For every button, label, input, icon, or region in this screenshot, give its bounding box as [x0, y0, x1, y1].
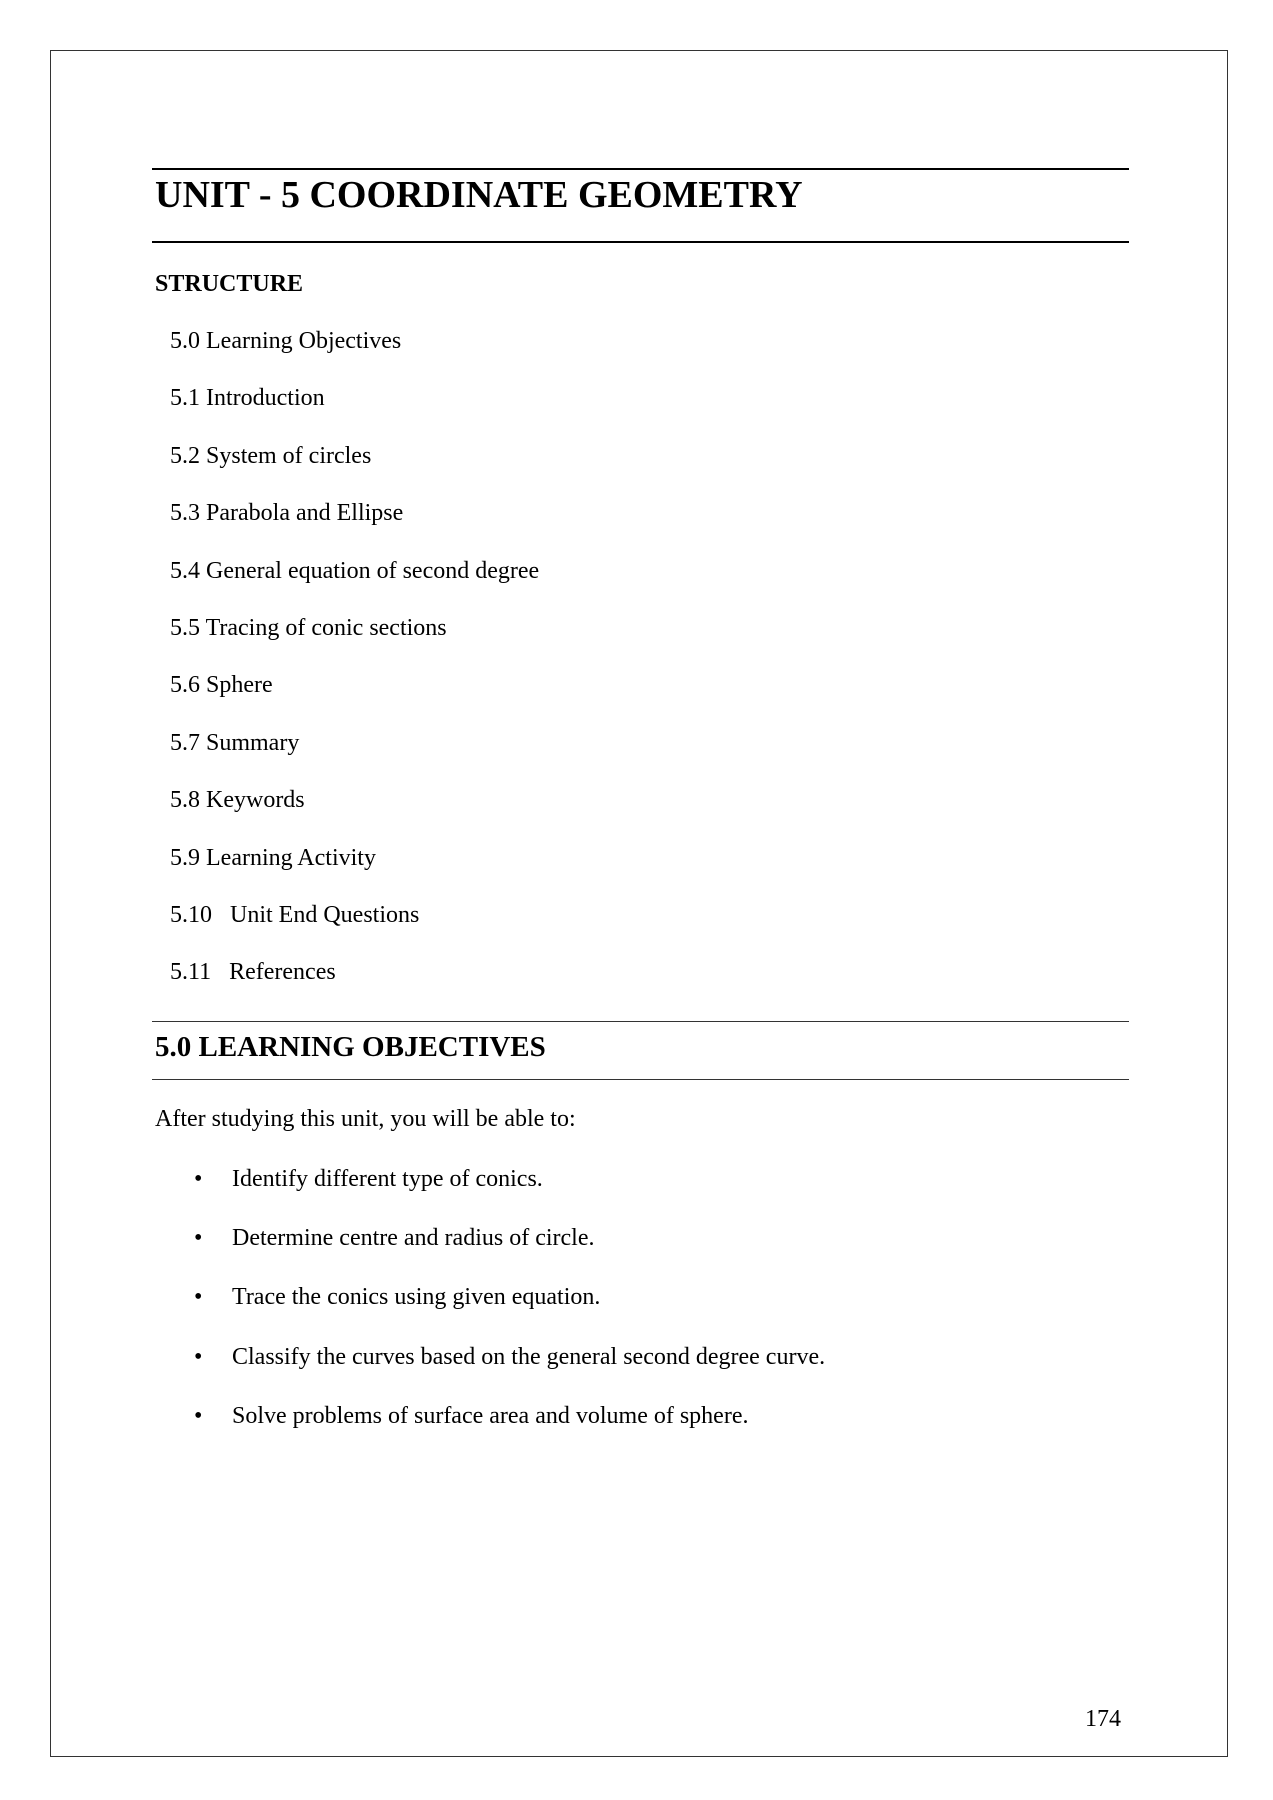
objective-item [190, 1167, 825, 1226]
structure-item: 5.6 Sphere [170, 672, 273, 699]
bullet-icon: • [194, 1402, 203, 1429]
objective-item [190, 1404, 825, 1463]
structure-item: 5.7 Summary [170, 729, 300, 756]
structure-item: 5.4 General equation of second degree [170, 557, 540, 584]
objective-item [190, 1345, 825, 1404]
objectives-top-rule [152, 1021, 1129, 1022]
objective-text: Solve problems of surface area and volume of sphere. [232, 1402, 749, 1429]
structure-label: STRUCTURE [155, 271, 304, 297]
page-number: 174 [1085, 1706, 1121, 1732]
bullet-icon: • [194, 1343, 203, 1370]
structure-item: 5.2 System of circles [170, 442, 372, 469]
objective-item [190, 1285, 825, 1344]
objective-text: Trace the conics using given equation. [232, 1284, 601, 1311]
structure-list [170, 329, 539, 1018]
objectives-bottom-rule [152, 1079, 1129, 1080]
objectives-list [190, 1167, 825, 1463]
learning-objectives-heading: 5.0 LEARNING OBJECTIVES [155, 1031, 546, 1063]
bullet-icon: • [194, 1284, 203, 1311]
objectives-intro: After studying this unit, you will be able to: [155, 1106, 576, 1132]
objective-text: Classify the curves based on the general second degree curve. [232, 1343, 826, 1370]
structure-item: 5.0 Learning Objectives [170, 328, 402, 354]
objective-item [190, 1226, 825, 1285]
structure-item: 5.11 References [170, 959, 336, 986]
unit-title: UNIT - 5 COORDINATE GEOMETRY [155, 174, 803, 216]
objective-text: Determine centre and radius of circle. [232, 1225, 595, 1252]
bullet-icon: • [194, 1225, 203, 1252]
structure-item: 5.3 Parabola and Ellipse [170, 500, 404, 527]
bullet-icon: • [194, 1166, 203, 1192]
title-top-rule [152, 168, 1129, 170]
structure-item: 5.9 Learning Activity [170, 844, 376, 871]
structure-item: 5.5 Tracing of conic sections [170, 614, 447, 641]
objective-text: Identify different type of conics. [232, 1166, 543, 1192]
title-bottom-rule [152, 241, 1129, 243]
structure-item: 5.8 Keywords [170, 787, 305, 814]
structure-item: 5.1 Introduction [170, 385, 325, 412]
structure-item: 5.10 Unit End Questions [170, 901, 420, 928]
